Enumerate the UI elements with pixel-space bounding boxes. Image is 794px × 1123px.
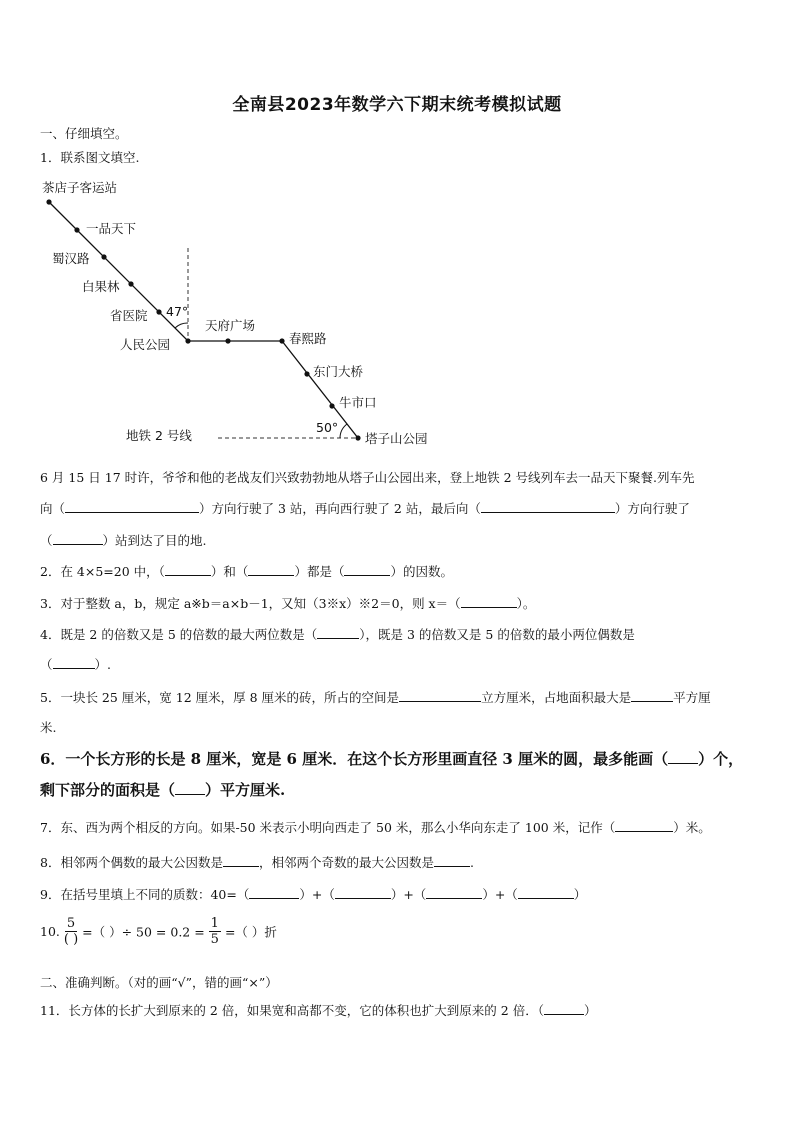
answer-blank[interactable] [461, 595, 517, 608]
answer-blank[interactable] [335, 886, 391, 899]
angle-arc-top [175, 323, 188, 328]
answer-blank[interactable] [544, 1002, 584, 1015]
question-3: 3．对于整数 a，b，规定 a※b＝a×b－1，又知（3※x）※2＝0，则 x＝（ ）。 [40, 596, 536, 611]
question-8: 8．相邻两个偶数的最大公因数是 ，相邻两个奇数的最大公因数是 . [40, 855, 474, 870]
answer-blank[interactable] [53, 532, 103, 545]
station-dot-chadianzi [46, 199, 51, 204]
question-10: 10. $\frac{5}{( )}$ =（ ）÷ 50 = 0.2 = $\frac{1}{5}$ =（ ）折 [40, 916, 277, 947]
answer-blank[interactable] [518, 886, 574, 899]
angle-arc-bottom [340, 424, 347, 438]
angle-label-top: 47° [166, 304, 189, 319]
station-label: 一品天下 [86, 221, 137, 236]
station-dot-renminpark [185, 338, 190, 343]
answer-blank[interactable] [317, 626, 359, 639]
answer-blank[interactable] [615, 819, 673, 832]
station-label: 天府广场 [205, 318, 256, 333]
answer-blank[interactable] [668, 751, 698, 764]
answer-blank[interactable] [631, 689, 673, 702]
station-label: 春熙路 [289, 331, 327, 346]
question-11: 11．长方体的长扩大到原来的 2 倍，如果宽和高都不变，它的体积也扩大到原来的 2 倍．（ ） [40, 1003, 597, 1018]
question-2: 2．在 4×5=20 中，（ ）和（ ）都是（ ）的因数。 [40, 564, 453, 579]
station-label: 白果林 [82, 279, 120, 294]
station-dot-yipintianxia [74, 227, 79, 232]
question-1-heading: 1．联系图文填空. [40, 150, 140, 165]
station-label: 牛市口 [339, 395, 377, 410]
section-1-heading: 一、仔细填空。 [40, 126, 128, 141]
question-7: 7．东、西为两个相反的方向。如果-50 米表示小明向西走了 50 米，那么小华向东走了 100 米，记作（ ）米。 [40, 820, 711, 835]
station-dot-tianfusquare [225, 338, 230, 343]
metro-line-2-route [49, 202, 358, 438]
station-dot-tazishan [355, 435, 360, 440]
question-5-line2: 米. [40, 720, 57, 735]
question-5-line1: 5．一块长 25 厘米，宽 12 厘米，厚 8 厘米的砖，所占的空间是 立方厘米，占地面积最大是 平方厘 [40, 690, 711, 705]
answer-blank[interactable] [434, 854, 470, 867]
station-label: 蜀汉路 [52, 251, 90, 266]
answer-blank[interactable] [175, 782, 205, 795]
station-dot-chunxilu [279, 338, 284, 343]
question-1-text-line3: （ ）站到达了目的地. [40, 533, 207, 548]
fraction-2: $\frac{1}{5}$ [210, 916, 219, 947]
answer-blank[interactable] [65, 500, 199, 513]
answer-blank[interactable] [344, 563, 390, 576]
station-dot-dongmen [304, 371, 309, 376]
subway-map-diagram [0, 170, 794, 460]
station-dot-shuhanlu [101, 254, 106, 259]
answer-blank[interactable] [248, 563, 294, 576]
question-4-line2: （ ）. [40, 657, 111, 672]
answer-blank[interactable] [53, 656, 95, 669]
question-9: 9．在括号里填上不同的质数：40=（ ）+（ ）+（ ）+（ ） [40, 887, 587, 902]
station-label: 东门大桥 [313, 364, 364, 379]
station-dot-shengyiyuan [156, 309, 161, 314]
answer-blank[interactable] [249, 886, 299, 899]
station-label: 人民公园 [120, 337, 171, 352]
question-1-text-line1: 6 月 15 日 17 时许，爷爷和他的老战友们兴致勃勃地从塔子山公园出来，登上地铁 2 号线列车去一品天下聚餐.列车先 [40, 470, 695, 485]
angle-label-bottom: 50° [316, 420, 339, 435]
question-6-line1: 6．一个长方形的长是 8 厘米，宽是 6 厘米．在这个长方形里画直径 3 厘米的圆，最多能画（ ）个， [40, 750, 744, 768]
section-2-heading: 二、准确判断。（对的画“√”，错的画“×”） [40, 975, 278, 990]
fraction-1: $\frac{5}{( )}$ [63, 916, 79, 947]
answer-blank[interactable] [165, 563, 211, 576]
page-title: 全南县2023年数学六下期末统考模拟试题 [232, 95, 562, 115]
answer-blank[interactable] [426, 886, 482, 899]
metro-line-label: 地铁 2 号线 [126, 428, 192, 443]
station-label: 塔子山公园 [365, 431, 428, 446]
station-dot-niushikou [329, 403, 334, 408]
answer-blank[interactable] [223, 854, 259, 867]
answer-blank[interactable] [481, 500, 615, 513]
answer-blank[interactable] [399, 689, 481, 702]
station-label: 茶店子客运站 [42, 180, 118, 195]
station-dot-baiguolin [128, 281, 133, 286]
question-4-line1: 4．既是 2 的倍数又是 5 的倍数的最大两位数是（ ），既是 3 的倍数又是 5 的倍数的最小两位偶数是 [40, 627, 635, 642]
question-1-text-line2: 向（ ）方向行驶了 3 站，再向西行驶了 2 站，最后向（ ）方向行驶了 [40, 501, 690, 516]
station-label: 省医院 [110, 308, 148, 323]
question-6-line2: 剩下部分的面积是（ ）平方厘米. [40, 781, 286, 799]
